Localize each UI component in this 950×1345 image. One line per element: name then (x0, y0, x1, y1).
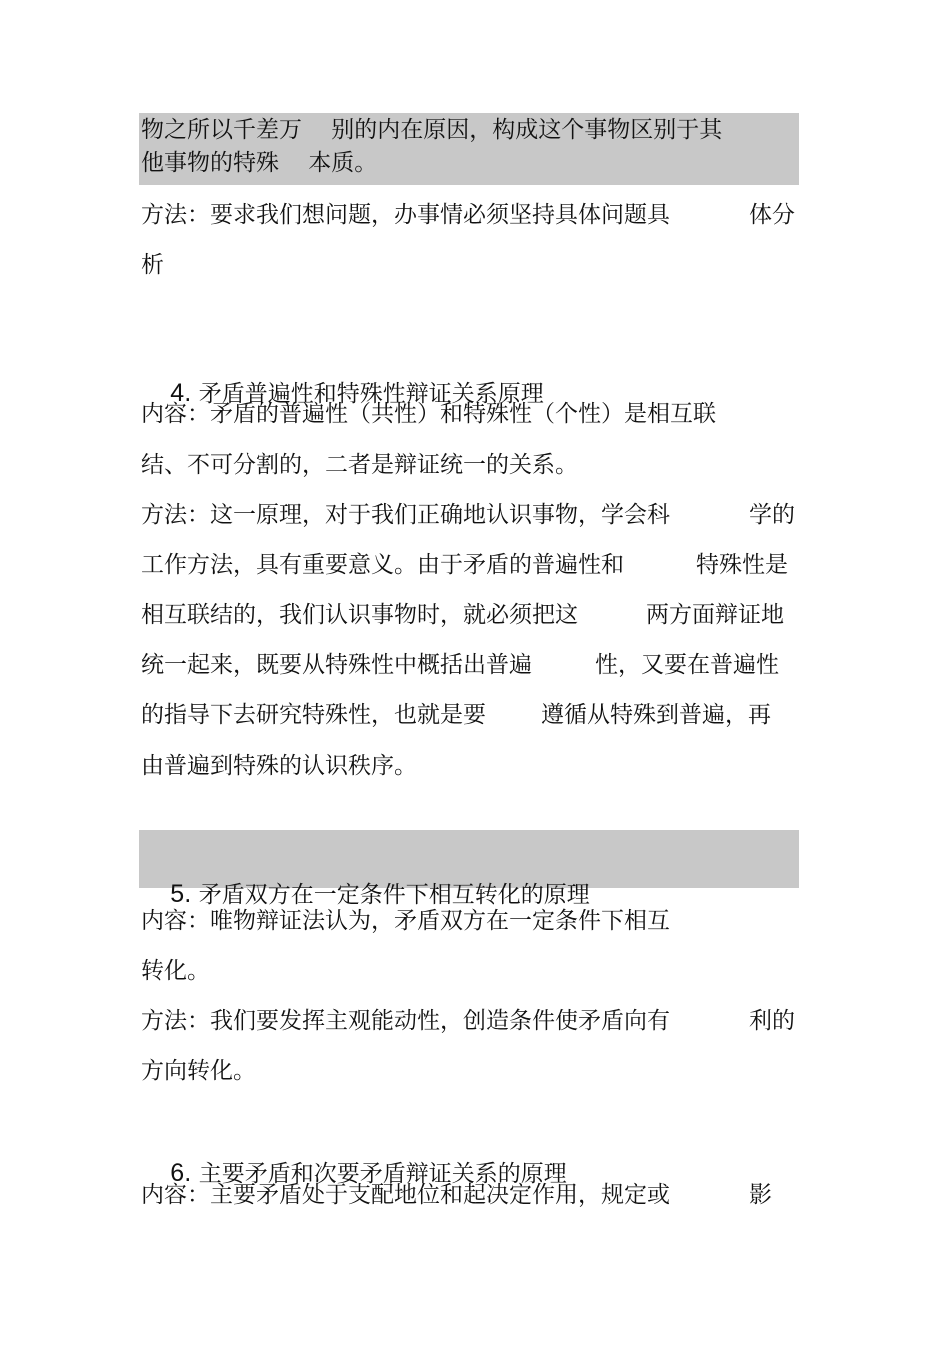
section4-content-line-2: 结、不可分割的，二者是辩证统一的关系。 (141, 452, 578, 478)
section4-method-line-3-end: 两方面辩证地 (646, 602, 784, 628)
section4-method-line-1: 方法：这一原理，对于我们正确地认识事物，学会科 (141, 502, 670, 528)
section5-number: 5 (170, 880, 185, 908)
section4-method-line-5: 的指导下去研究特殊性，也就是要 (141, 702, 486, 728)
section5-method-line-2: 方向转化。 (141, 1058, 256, 1084)
section5-content-line-2: 转化。 (141, 958, 210, 984)
section4-method-line-5-end: 遵循从特殊到普遍，再 (541, 702, 771, 728)
section4-method-line-1-end: 学的 (749, 502, 795, 528)
section4-method-line-6: 由普遍到特殊的认识秩序。 (141, 753, 417, 779)
section6-number: 6 (170, 1159, 185, 1187)
method3-line-1-end: 体分 (749, 202, 795, 228)
intro-line-2: 他事物的特殊 本质。 (141, 150, 378, 176)
section4-title: . 矛盾普遍性和特殊性辩证关系原理 (184, 381, 544, 407)
section4-method-line-4: 统一起来，既要从特殊性中概括出普遍 (141, 652, 532, 678)
section4-method-line-2-end: 特殊性是 (696, 552, 788, 578)
section5-content-line-1: 内容：唯物辩证法认为，矛盾双方在一定条件下相互 (141, 908, 670, 934)
section4-method-line-3: 相互联结的，我们认识事物时，就必须把这 (141, 602, 578, 628)
intro-line-1: 物之所以千差万 别的内在原因，构成这个事物区别于其 (141, 117, 723, 143)
section4-content-line-1: 内容：矛盾的普遍性（共性）和特殊性（个性）是相互联 (141, 401, 716, 427)
section4-method-line-2: 工作方法，具有重要意义。由于矛盾的普遍性和 (141, 552, 624, 578)
section5-method-line-1: 方法：我们要发挥主观能动性，创造条件使矛盾向有 (141, 1008, 670, 1034)
method3-line-2: 析 (141, 252, 164, 278)
section6-title: . 主要矛盾和次要矛盾辩证关系的原理 (184, 1161, 567, 1187)
section4-method-line-4-end: 性，又要在普遍性 (595, 652, 779, 678)
section6-content-line-1-end: 影 (749, 1182, 772, 1208)
method3-line-1: 方法：要求我们想问题，办事情必须坚持具体问题具 (141, 202, 670, 228)
section4-number: 4 (170, 379, 185, 407)
section5-title: . 矛盾双方在一定条件下相互转化的原理 (184, 882, 590, 908)
section5-method-line-1-end: 利的 (749, 1008, 795, 1034)
section6-content-line-1: 内容：主要矛盾处于支配地位和起决定作用，规定或 (141, 1182, 670, 1208)
